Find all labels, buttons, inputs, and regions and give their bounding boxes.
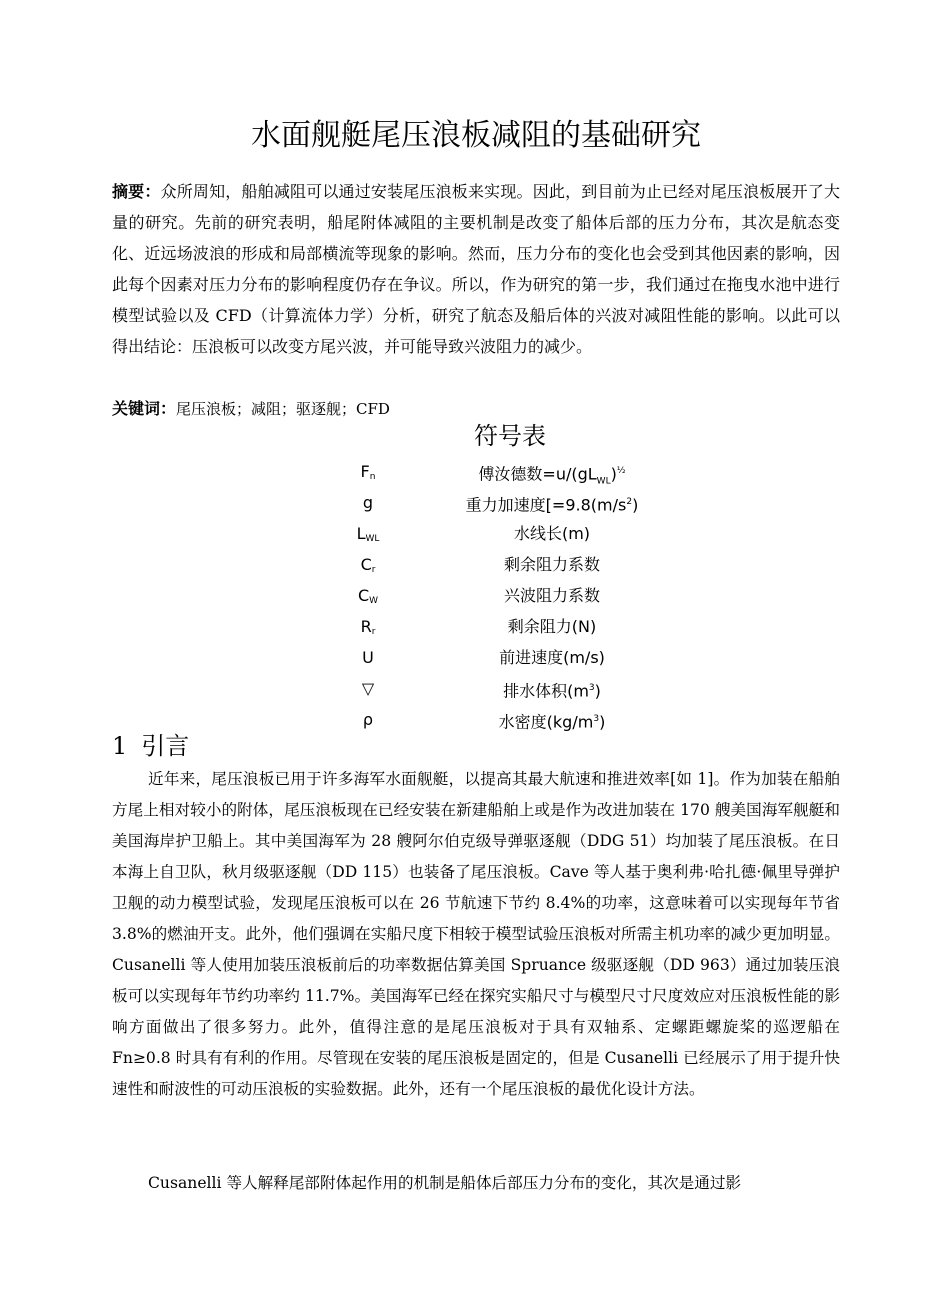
abstract-text: 众所周知，船舶减阻可以通过安装尾压浪板来实现。因此，到目前为止已经对尾压浪板展开了大量的研究。先前的研究表明，船尾附体减阻的主要机制是改变了船体后部的压力分布，其次是航态变化、近远场波浪的形成和局部横流等现象的影响。然而，压力分布的变化也会受到其他因素的影响，因此每个因素对压力分布的影响程度仍存在争议。所以，作为研究的第一步，我们通过在拖曳水池中进行模型试验以及 CFD（计算流体力学）分析，研究了航态及船后体的兴波对减阻性能的影响。以此可以得出结论：压浪板可以改变方尾兴波，并可能导致兴波阻力的减少。 (112, 182, 840, 356)
symbol-subscript: WL (365, 534, 380, 544)
body-paragraph: 近年来，尾压浪板已用于许多海军水面舰艇，以提高其最大航速和推进效率[如 1]。作为加装在船舶方尾上相对较小的附体，尾压浪板现在已经安装在新建船舶上或是作为改进加装在 170 艘美国海军舰艇和美国海岸护卫船上。其中美国海军为 28 艘阿尔伯克级导弹驱逐舰（DDG 51）均加装了尾压浪板。在日本海上自卫队，秋月级驱逐舰（DD 115）也装备了尾压浪板。Cave 等人基于奥利弗·哈扎德·佩里导弹护卫舰的动力模型试验，发现尾压浪板可以在 26 节航速下节约 8.4%的功率，这意味着可以实现每年节省 3.8%的燃油开支。此外，他们强调在实船尺度下相较于模型试验压浪板对所需主机功率的减少更加明显。Cusanelli 等人使用加装压浪板前后的功率数据估算美国 Spruance 级驱逐舰（DD 963）通过加装压浪板可以实现每年节约功率约 11.7%。美国海军已经在探究实船尺寸与模型尺寸尺度效应对压浪板性能的影响方面做出了很多努力。此外，值得注意的是尾压浪板对于具有双轴系、定螺距螺旋桨的巡逻船在 Fn≥0.8 时具有有利的作用。尽管现在安装的尾压浪板是固定的，但是 Cusanelli 已经展示了用于提升快速性和耐波性的可动压浪板的实验数据。此外，还有一个尾压浪板的最优化设计方法。 (112, 770, 840, 1098)
definition-end: ) (632, 495, 639, 515)
symbol-definition (402, 611, 702, 642)
symbol-letter: F (360, 462, 370, 481)
section-number: 1 (112, 732, 128, 760)
symbol-letter: ▽ (361, 679, 375, 698)
symbol-letter: C (360, 555, 372, 574)
symbol-row (112, 456, 840, 487)
paper-title: 水面舰艇尾压浪板减阻的基础研究 (251, 118, 701, 153)
symbol-letter: C (357, 586, 370, 605)
symbol-definition (402, 549, 702, 580)
symbol-table-heading: 符号表 (474, 422, 546, 450)
definition-superscript: ½ (616, 466, 626, 476)
symbol-table (112, 456, 840, 735)
definition-text: 剩余阻力(N) (507, 617, 597, 636)
definition-text: 剩余阻力系数 (503, 555, 600, 574)
definition-subscript: WL (596, 476, 611, 487)
symbol-letter: R (360, 617, 372, 636)
symbol-subscript: r (371, 565, 376, 575)
symbol-definition (402, 642, 702, 673)
symbol-definition (402, 704, 702, 737)
symbol-letter: ρ (362, 710, 374, 729)
definition-superscript: 2 (626, 497, 633, 507)
section-heading (112, 728, 189, 764)
symbol-letter: g (362, 493, 374, 512)
abstract (112, 176, 840, 362)
symbol-row (112, 487, 840, 518)
symbol-definition (402, 580, 702, 611)
definition-text: 水线长(m) (513, 524, 591, 543)
symbol (328, 487, 408, 518)
symbol-letter: L (356, 524, 366, 543)
definition-text: 重力加速度[=9.8(m/s (465, 495, 627, 515)
definition-superscript: 3 (593, 714, 600, 724)
symbol-row (112, 673, 840, 704)
symbol-row (112, 611, 840, 642)
symbol-row (112, 580, 840, 611)
symbol-definition (402, 487, 702, 520)
section-title: 引言 (141, 732, 190, 760)
symbol-row (112, 518, 840, 549)
symbol-definition (402, 673, 702, 706)
definition-text: 前进速度(m/s) (499, 648, 605, 667)
symbol (328, 673, 408, 704)
symbol-row (112, 704, 840, 735)
symbol-row (112, 642, 840, 673)
keywords-label: 关键词： (112, 399, 177, 418)
symbol (328, 704, 408, 735)
definition-end: ) (599, 712, 606, 732)
symbol-subscript: n (369, 472, 376, 482)
symbol-subscript: r (371, 627, 376, 637)
definition-text: 排水体积(m (503, 681, 589, 701)
symbol-row (112, 549, 840, 580)
definition-tail: ) (610, 464, 617, 484)
abstract-label: 摘要： (112, 182, 161, 201)
definition-superscript: 3 (588, 683, 595, 693)
symbol (328, 642, 408, 673)
symbol-definition (402, 518, 702, 549)
symbol-letter: U (362, 648, 374, 667)
symbol-subscript: W (369, 596, 379, 606)
definition-text: 兴波阻力系数 (503, 586, 600, 605)
definition-end: ) (594, 681, 601, 701)
definition-text: 水密度(kg/m (498, 712, 594, 732)
body-paragraph: Cusanelli 等人解释尾部附体起作用的机制是船体后部压力分布的变化，其次是通过影 (148, 1174, 742, 1192)
definition-text: 傅汝德数=u/(gL (478, 464, 597, 484)
keywords-text: 尾压浪板；减阻；驱逐舰；CFD (176, 400, 390, 418)
